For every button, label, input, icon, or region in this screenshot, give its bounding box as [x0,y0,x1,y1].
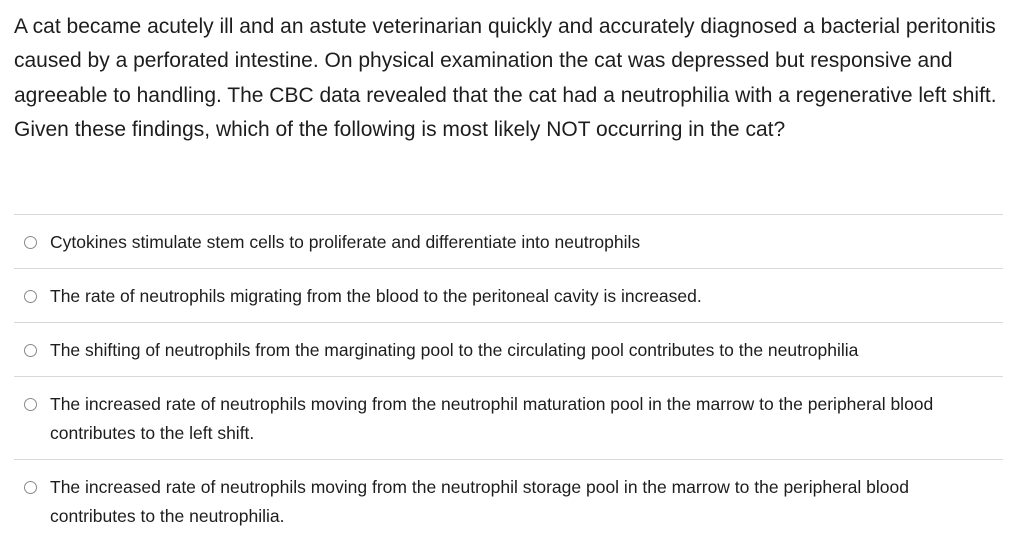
answer-option-label: The rate of neutrophils migrating from the blood to the peritoneal cavity is increased. [50,286,702,306]
answer-option-label: Cytokines stimulate stem cells to proliferate and differentiate into neutrophils [50,232,641,252]
radio-button[interactable] [24,481,37,494]
radio-button[interactable] [24,398,37,411]
answer-option-2[interactable] [14,268,1003,322]
radio-button[interactable] [24,290,37,303]
radio-button[interactable] [24,344,37,357]
answer-option-label: The shifting of neutrophils from the marginating pool to the circulating pool contributes to the neutrophilia [50,340,859,360]
answer-option-3[interactable] [14,322,1003,376]
question-text: A cat became acutely ill and an astute veterinarian quickly and accurately diagnosed a bacterial peritonitis caused by a perforated intestine. On physical examination the cat was depressed but responsive and agreeable to handling. The CBC data revealed that the cat had a neutrophilia with a regenerative left shift. Given these findings, which of the following is most likely NOT occurring in the cat? [14,15,997,142]
answer-option-1[interactable] [14,214,1003,268]
answer-option-5[interactable] [14,459,1003,542]
radio-button[interactable] [24,236,37,249]
answer-option-4[interactable] [14,376,1003,459]
answer-options [14,214,1003,542]
answer-option-label: The increased rate of neutrophils moving from the neutrophil storage pool in the marrow to the peripheral blood contributes to the neutrophilia. [50,477,909,526]
answer-option-label: The increased rate of neutrophils moving from the neutrophil maturation pool in the marrow to the peripheral blood contributes to the left shift. [50,394,934,443]
